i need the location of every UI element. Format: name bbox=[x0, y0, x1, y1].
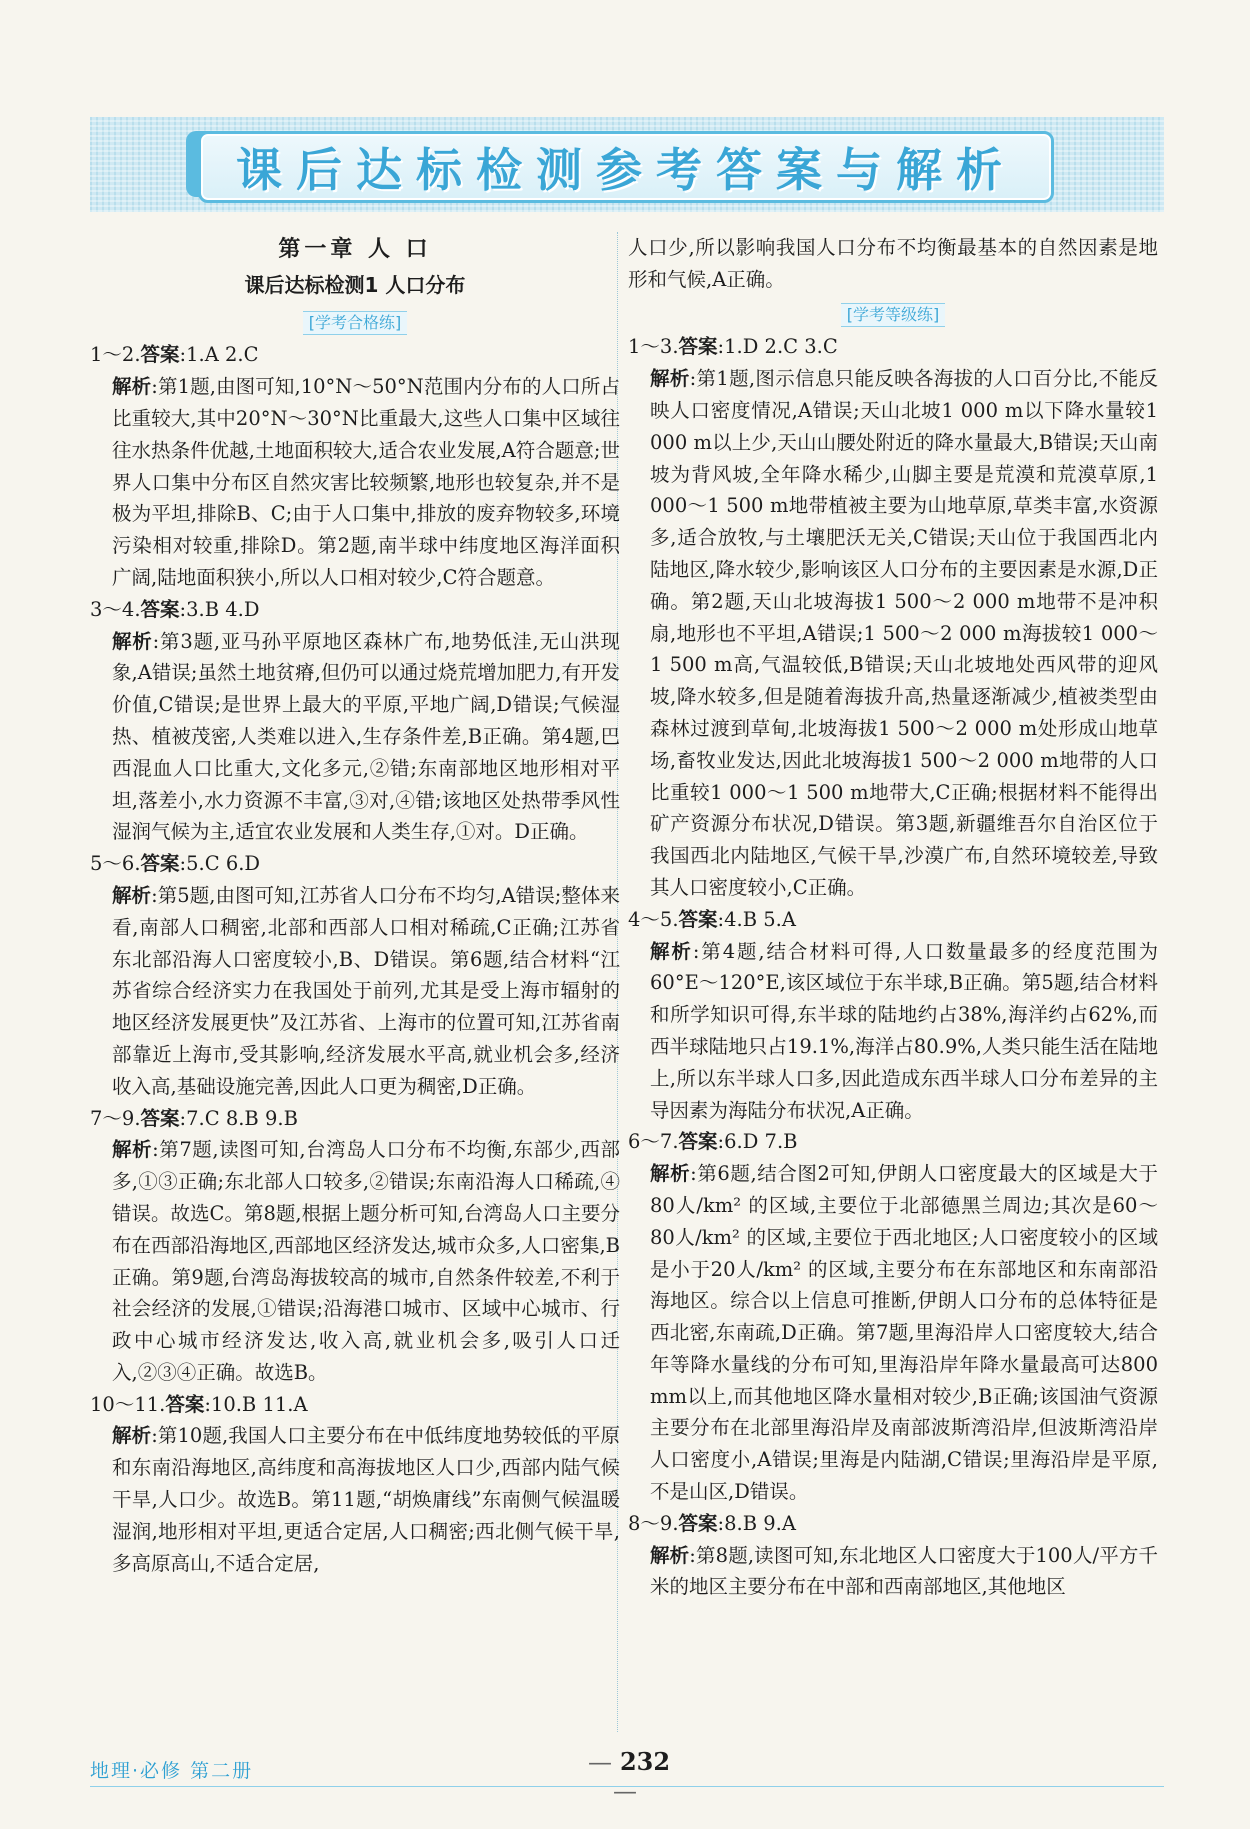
analysis-text: :第6题,结合图2可知,伊朗人口密度最大的区域是大于80人/km² 的区域,主要位于北部德黑兰周边;其次是60～80人/km² 的区域,主要位于西北地区;人口密度较小的区域是小于20人/km² 的区域,主要分布在东部地区和东南部沿海地区。综合以上信息可推断,伊朗人口分布的总体特征是西北密,东南疏,D正确。第7题,里海沿岸人口密度较大,结合年等降水量线的分布可知,里海沿岸年降水量最高可达800 mm以上,而其他地区降水量相对较少,B正确;该国油气资源主要分布在北部里海沿岸及南部波斯湾沿岸,但波斯湾沿岸人口密度小,A错误;里海是内陆湖,C错误;里海沿岸是平原,不是山区,D错误。 bbox=[650, 1162, 1158, 1504]
answer-label: 答案 bbox=[678, 1511, 718, 1535]
answer-value: :10.B 11.A bbox=[204, 1392, 308, 1416]
answer-line bbox=[90, 339, 620, 371]
analysis-paragraph bbox=[90, 371, 620, 594]
answer-block bbox=[90, 1103, 620, 1389]
answer-block bbox=[90, 594, 620, 848]
answer-label: 答案 bbox=[140, 1106, 180, 1130]
answer-label: 答案 bbox=[140, 852, 180, 876]
question-range: 10～11. bbox=[90, 1392, 166, 1416]
answer-line bbox=[90, 1103, 620, 1135]
analysis-label: 解析 bbox=[112, 1138, 153, 1162]
answer-value: :5.C 6.D bbox=[179, 852, 261, 876]
analysis-label: 解析 bbox=[112, 1424, 152, 1448]
tag-advanced-practice bbox=[628, 298, 1158, 330]
analysis-label: 解析 bbox=[112, 629, 153, 653]
chapter-title: 第一章 人 口 bbox=[278, 237, 432, 262]
analysis-text: :第10题,我国人口主要分布在中低纬度地势较低的平原和东南沿海地区,高纬度和高海拔地区人口少,西部内陆气候干旱,人口少。故选B。第11题,“胡焕庸线”东南侧气候温暖湿润,地形相对平坦,更适合定居,人口稠密;西北侧气候干旱,多高原高山,不适合定居, bbox=[112, 1424, 620, 1575]
analysis-paragraph bbox=[628, 1540, 1158, 1604]
answer-label: 答案 bbox=[678, 335, 718, 359]
answer-line bbox=[628, 1126, 1158, 1158]
analysis-text: :第1题,由图可知,10°N～50°N范围内分布的人口所占比重较大,其中20°N～30°N比重最大,这些人口集中区域往往水热条件优越,土地面积较大,适合农业发展,A符合题意;世界人口集中分布区自然灾害比较频繁,地形也较复杂,并不是极为平坦,排除B、C;由于人口集中,排放的废弃物较多,环境污染相对较重,排除D。第2题,南半球中纬度地区海洋面积广阔,陆地面积狭小,所以人口相对较少,C符合题意。 bbox=[112, 375, 620, 589]
answer-line bbox=[90, 594, 620, 626]
answer-line bbox=[90, 848, 620, 880]
answer-value: :4.B 5.A bbox=[717, 907, 796, 931]
analysis-label: 解析 bbox=[112, 375, 152, 399]
page-title: 课后达标检测参考答案与解析 bbox=[236, 143, 1016, 197]
right-column bbox=[628, 232, 1158, 1603]
analysis-text: :第7题,读图可知,台湾岛人口分布不均衡,东部少,西部多,①③正确;东北部人口较多,②错误;东南沿海人口稀疏,④错误。故选C。第8题,根据上题分析可知,台湾岛人口主要分布在西部沿海地区,西部地区经济发达,城市众多,人口密集,B正确。第9题,台湾岛海拔较高的城市,自然条件较差,不利于社会经济的发展,①错误;沿海港口城市、区域中心城市、行政中心城市经济发达,收入高,就业机会多,吸引人口迁入,②③④正确。故选B。 bbox=[112, 1138, 620, 1384]
answer-label: 答案 bbox=[165, 1392, 205, 1416]
answer-label: 答案 bbox=[140, 343, 180, 367]
analysis-label: 解析 bbox=[650, 1162, 691, 1186]
analysis-paragraph bbox=[628, 936, 1158, 1127]
answer-line bbox=[628, 904, 1158, 936]
analysis-paragraph bbox=[628, 363, 1158, 904]
question-range: 3～4. bbox=[90, 597, 141, 621]
analysis-paragraph bbox=[628, 1158, 1158, 1508]
section-title: 课后达标检测1 人口分布 bbox=[244, 272, 466, 297]
answer-value: :8.B 9.A bbox=[717, 1511, 796, 1535]
tag-basic-practice bbox=[90, 306, 620, 338]
analysis-label: 解析 bbox=[112, 883, 152, 907]
question-range: 5～6. bbox=[90, 852, 141, 876]
answer-label: 答案 bbox=[678, 1130, 718, 1154]
question-range: 1～2. bbox=[90, 343, 141, 367]
analysis-text: :第3题,亚马孙平原地区森林广布,地势低洼,无山洪现象,A错误;虽然土地贫瘠,但仍可以通过烧荒增加肥力,有开发价值,C错误;是世界上最大的平原,平地广阔,D错误;气候湿热、植被茂密,人类难以进入,生存条件差,B正确。第4题,巴西混血人口比重大,文化多元,②错;东南部地区地形相对平坦,落差小,水力资源不丰富,③对,④错;该地区处热带季风性湿润气候为主,适宜农业发展和人类生存,①对。D正确。 bbox=[112, 629, 620, 844]
analysis-text: :第8题,读图可知,东北地区人口密度大于100人/平方千米的地区主要分布在中部和西南部地区,其他地区 bbox=[650, 1543, 1158, 1599]
question-range: 6～7. bbox=[628, 1130, 679, 1154]
analysis-label: 解析 bbox=[650, 1543, 690, 1567]
footer-subject: 地理·必修 第二册 bbox=[90, 1760, 254, 1782]
left-answer-list bbox=[90, 339, 620, 1579]
answer-line bbox=[628, 331, 1158, 363]
page-number: — 232 — bbox=[560, 1747, 690, 1805]
answer-block bbox=[628, 1508, 1158, 1603]
analysis-paragraph bbox=[90, 1420, 620, 1579]
answer-value: :7.C 8.B 9.B bbox=[179, 1106, 298, 1130]
answer-line bbox=[628, 1508, 1158, 1540]
answer-value: :1.D 2.C 3.C bbox=[717, 335, 838, 359]
banner-title-box bbox=[198, 131, 1054, 203]
answer-value: :3.B 4.D bbox=[179, 597, 260, 621]
answer-label: 答案 bbox=[140, 597, 180, 621]
analysis-paragraph bbox=[90, 880, 620, 1103]
question-range: 7～9. bbox=[90, 1106, 141, 1130]
question-range: 8～9. bbox=[628, 1511, 679, 1535]
answer-block bbox=[90, 339, 620, 593]
answer-value: :6.D 7.B bbox=[717, 1130, 798, 1154]
answer-block bbox=[90, 1389, 620, 1580]
analysis-text: :第4题,结合材料可得,人口数量最多的经度范围为60°E～120°E,该区域位于东半球,B正确。第5题,结合材料和所学知识可得,东半球的陆地约占38%,海洋约占62%,而西半球陆地只占19.1%,海洋占80.9%,人类只能生活在陆地上,所以东半球人口多,因此造成东西半球人口分布差异的主导因素为海陆分布状况,A正确。 bbox=[650, 939, 1158, 1122]
tag-basic-label: [学考合格练] bbox=[303, 311, 408, 335]
answer-label: 答案 bbox=[678, 907, 718, 931]
analysis-paragraph bbox=[90, 1134, 620, 1388]
answer-block bbox=[628, 904, 1158, 1127]
header-banner bbox=[90, 117, 1164, 212]
analysis-label: 解析 bbox=[650, 367, 690, 391]
answer-block bbox=[628, 331, 1158, 903]
question-range: 1～3. bbox=[628, 335, 679, 359]
answer-line bbox=[90, 1389, 620, 1421]
answer-block bbox=[628, 1126, 1158, 1508]
answer-value: :1.A 2.C bbox=[179, 343, 259, 367]
question-range: 4～5. bbox=[628, 907, 679, 931]
left-column bbox=[90, 232, 620, 1579]
analysis-label: 解析 bbox=[650, 939, 693, 963]
analysis-text: :第5题,由图可知,江苏省人口分布不均匀,A错误;整体来看,南部人口稠密,北部和西部人口相对稀疏,C正确;江苏省东北部沿海人口密度较小,B、D错误。第6题,结合材料“江苏省综合经济实力在我国处于前列,尤其是受上海市辐射的地区经济发展更快”及江苏省、上海市的位置可知,江苏省南部靠近上海市,受其影响,经济发展水平高,就业机会多,经济收入高,基础设施完善,因此人口更为稠密,D正确。 bbox=[112, 883, 620, 1098]
answer-block bbox=[90, 848, 620, 1102]
continued-analysis: 人口少,所以影响我国人口分布不均衡最基本的自然因素是地形和气候,A正确。 bbox=[628, 236, 1158, 291]
tag-advanced-label: [学考等级练] bbox=[841, 303, 946, 327]
right-answer-list bbox=[628, 331, 1158, 1603]
analysis-paragraph bbox=[90, 626, 620, 849]
footer-rule bbox=[90, 1786, 1164, 1787]
analysis-text: :第1题,图示信息只能反映各海拔的人口百分比,不能反映人口密度情况,A错误;天山北坡1 000 m以下降水量较1 000 m以上少,天山山腰处附近的降水量最大,B错误;天山南坡为背风坡,全年降水稀少,山脚主要是荒漠和荒漠草原,1 000～1 500 m地带植被主要为山地草原,草类丰富,水资源多,适合放牧,与土壤肥沃无关,C错误;天山位于我国西北内陆地区,降水较少,影响该区人口分布的主要因素是水源,D正确。第2题,天山北坡海拔1 500～2 000 m地带不是冲积扇,地形也不平坦,A错误;1 500～2 000 m海拔较1 000～1 500 m高,气温较低,B错误;天山北坡地处西风带的迎风坡,降水较多,但是随着海拔升高,热量逐渐减少,植被类型由森林过渡到草甸,北坡海拔1 500～2 000 m处形成山地草场,畜牧业发达,因此北坡海拔1 500～2 000 m地带的人口比重较1 000～1 500 m地带大,C正确;根据材料不能得出矿产资源分布状况,D错误。第3题,新疆维吾尔自治区位于我国西北内陆地区,气候干旱,沙漠广布,自然环境较差,导致其人口密度较小,C正确。 bbox=[650, 367, 1158, 899]
